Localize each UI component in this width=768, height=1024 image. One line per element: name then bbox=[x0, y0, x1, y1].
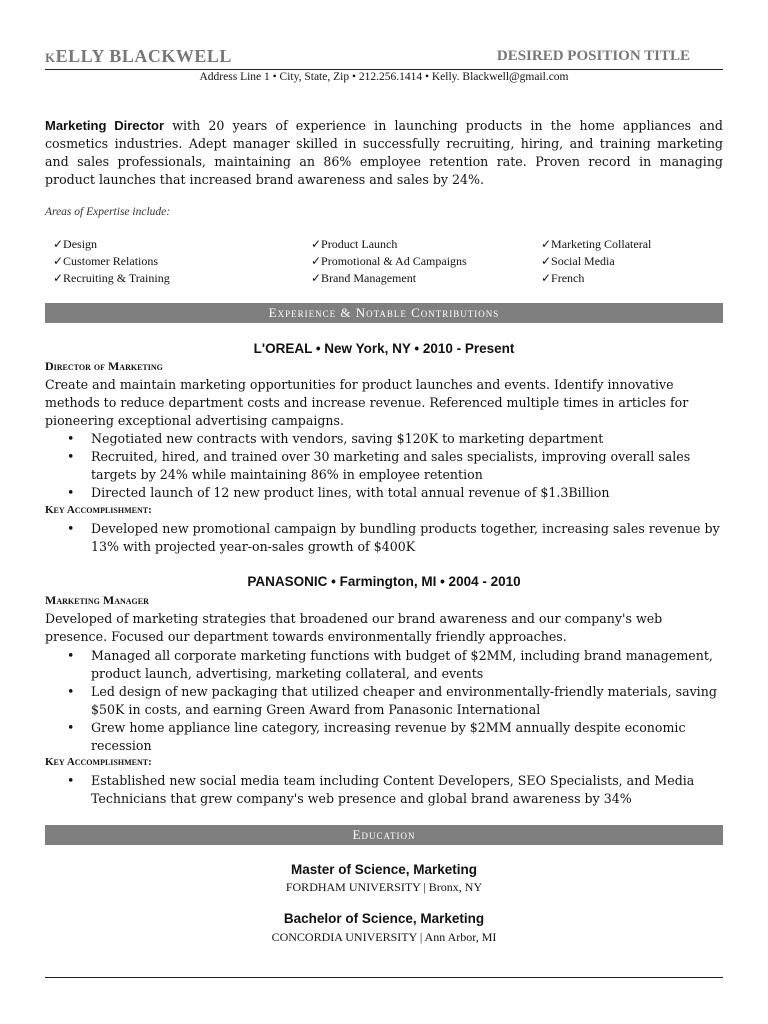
summary-paragraph bbox=[45, 117, 723, 189]
key-accomplishment-label: Key Accomplishment: bbox=[45, 756, 152, 768]
job-bullet: • Led design of new packaging that utilized cheaper and environmentally-friendly materials, saving $50K in costs, and earning Green Award from Panasonic International bbox=[45, 683, 723, 719]
job-bullets bbox=[45, 647, 723, 755]
expertise-column-3 bbox=[541, 236, 651, 287]
expertise-item: ✓Customer Relations bbox=[53, 254, 159, 268]
job-bullet: • Negotiated new contracts with vendors, saving $120K to marketing department bbox=[45, 430, 723, 448]
job-bullets bbox=[45, 430, 723, 502]
expertise-item: ✓Product Launch bbox=[311, 237, 398, 251]
degree-title: Master of Science, Marketing bbox=[290, 862, 478, 877]
job-bullet: • Recruited, hired, and trained over 30 marketing and sales specialists, improving overall sales targets by 24% while maintaining 86% in employee retention bbox=[45, 448, 723, 484]
expertise-item: ✓Design bbox=[53, 237, 98, 251]
job-company-line: PANASONIC • Farmington, MI • 2004 - 2010 bbox=[247, 574, 521, 589]
key-accomplishment-label: Key Accomplishment: bbox=[45, 504, 152, 516]
expertise-column-2 bbox=[311, 236, 467, 287]
expertise-column-1 bbox=[53, 236, 170, 287]
job-description: Developed of marketing strategies that broadened our brand awareness and our company's web presence. Focused our department towards environmentally friendly approaches. bbox=[45, 611, 663, 644]
job-description: Create and maintain marketing opportunities for product launches and events. Identify innovative methods to reduce department costs and increase revenue. Referenced multiple times in articles for pioneering exceptional advertising campaigns. bbox=[45, 377, 689, 428]
job-title: Marketing Manager bbox=[45, 593, 149, 607]
desired-position-title: DESIRED POSITION TITLE bbox=[496, 48, 690, 64]
school-line: CONCORDIA UNIVERSITY | Ann Arbor, MI bbox=[271, 930, 497, 944]
education-section-heading: Education bbox=[45, 825, 723, 845]
degree-title: Bachelor of Science, Marketing bbox=[283, 911, 485, 926]
summary-text: with 20 years of experience in launching products in the home appliances and cosmetics industries. Adept manager skilled in successfully recruiting, hiring, and training marketing and sales professionals, maintaining an 86% employee retention rate. Proven record in managing product launches that increased brand awareness and sales by 24%. bbox=[45, 118, 723, 187]
accomplishment-item: • Established new social media team including Content Developers, SEO Specialists, and Media Technicians that grew company's web presence and global brand awareness by 34% bbox=[45, 772, 723, 808]
candidate-name: kELLY BLACKWELL bbox=[45, 46, 232, 66]
job-bullet: • Directed launch of 12 new product lines, with total annual revenue of $1.3Billion bbox=[45, 484, 723, 502]
job-bullet: • Grew home appliance line category, increasing revenue by $2MM annually despite economic recession bbox=[45, 719, 723, 755]
footer-divider bbox=[45, 977, 723, 978]
expertise-item: ✓Recruiting & Training bbox=[53, 271, 170, 285]
expertise-item: ✓Promotional & Ad Campaigns bbox=[311, 254, 467, 268]
expertise-item: ✓Brand Management bbox=[311, 271, 417, 285]
school-line: FORDHAM UNIVERSITY | Bronx, NY bbox=[285, 880, 483, 894]
job-company-line: L'OREAL • New York, NY • 2010 - Present bbox=[253, 341, 515, 356]
job-title: Director of Marketing bbox=[45, 359, 163, 373]
expertise-item: ✓Marketing Collateral bbox=[541, 237, 652, 251]
accomplishment-list bbox=[45, 520, 723, 556]
expertise-label: Areas of Expertise include: bbox=[45, 206, 171, 218]
accomplishment-item: • Developed new promotional campaign by bundling products together, increasing sales revenue by 13% with projected year-on-sales growth of $400K bbox=[45, 520, 723, 556]
contact-line: Address Line 1 • City, State, Zip • 212.256.1414 • Kelly. Blackwell@gmail.com bbox=[199, 71, 569, 83]
expertise-item: ✓French bbox=[541, 271, 585, 285]
job-bullet: • Managed all corporate marketing functions with budget of $2MM, including brand management, product launch, advertising, marketing collateral, and events bbox=[45, 647, 723, 683]
expertise-item: ✓Social Media bbox=[541, 254, 615, 268]
accomplishment-list bbox=[45, 772, 723, 808]
summary-lead: Marketing Director bbox=[45, 118, 165, 133]
header-divider bbox=[45, 69, 723, 70]
experience-section-heading: Experience & Notable Contributions bbox=[45, 303, 723, 323]
